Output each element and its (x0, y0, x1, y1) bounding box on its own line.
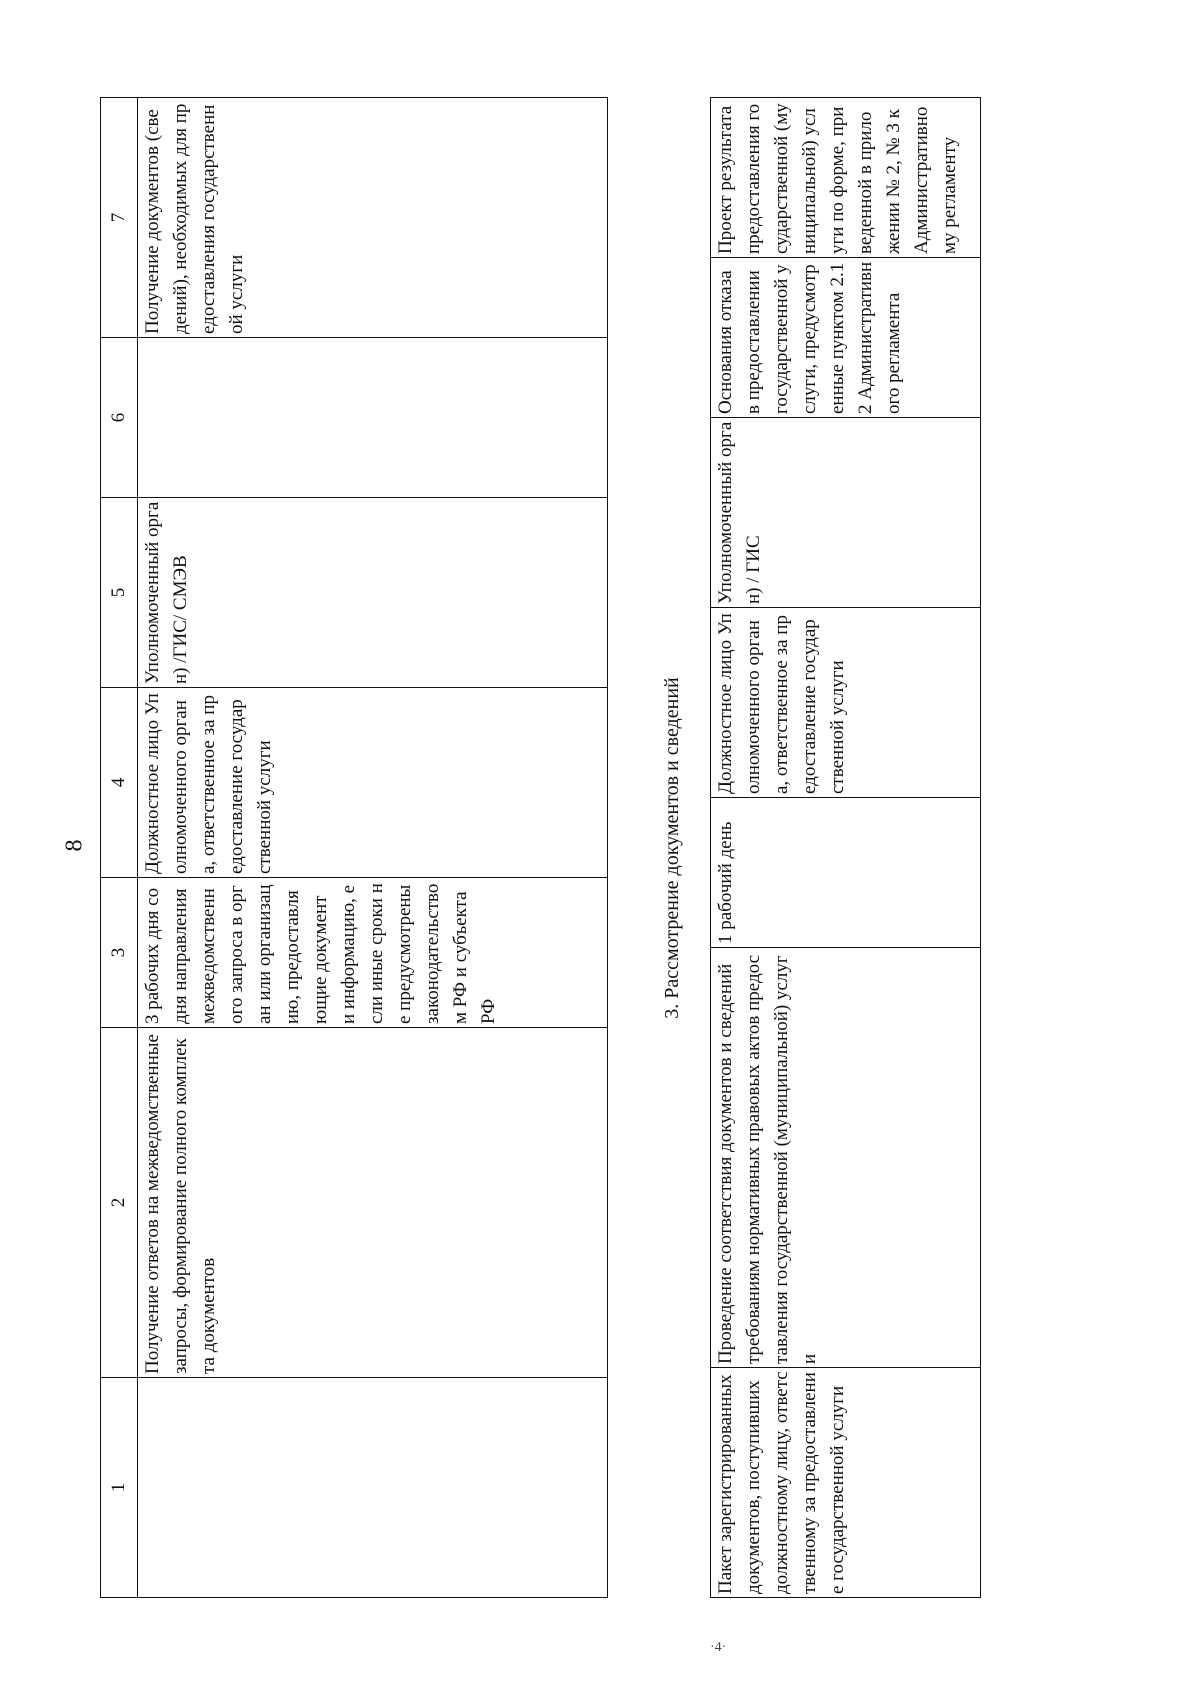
table-cell: Уполномоченный орган) / ГИС (711, 418, 981, 608)
column-header: 5 (101, 498, 138, 688)
table-row (138, 98, 608, 1598)
table-header-row (101, 98, 138, 1598)
table-cell: Уполномоченный орган) /ГИС/ СМЭВ (138, 498, 608, 688)
table-cell (138, 1378, 608, 1598)
table-cell: Должностное лицо Уполномоченного органа, ответственное за предоставление государственной услуги (711, 608, 981, 798)
column-header: 1 (101, 1378, 138, 1598)
table-cell: Проект результата предоставления государственной (муниципальной) услуги по форме, приведенной в приложении № 2, № 3 к Административному регламенту (711, 98, 981, 258)
table-cell (138, 338, 608, 498)
column-header: 4 (101, 688, 138, 878)
column-header: 6 (101, 338, 138, 498)
rotated-page (100, 98, 1100, 1598)
review-table (710, 97, 981, 1598)
table-row (711, 98, 981, 1598)
column-header: 7 (101, 98, 138, 338)
page-number: 8 (61, 839, 88, 852)
process-table (100, 97, 608, 1598)
table-cell: Основания отказа в предоставлении государственной услуги, предусмотренные пунктом 2.12 Административного регламента (711, 258, 981, 418)
column-header: 3 (101, 878, 138, 1028)
section-title: 3. Рассмотрение документов и сведений (661, 677, 683, 1019)
table-cell: 1 рабочий день (711, 798, 981, 948)
table-cell: Получение ответов на межведомственные запросы, формирование полного комплекта документов (138, 1028, 608, 1378)
column-header: 2 (101, 1028, 138, 1378)
table-cell: Получение документов (сведений), необходимых для предоставления государственной услуги (138, 98, 608, 338)
table-cell: Пакет зарегистрированных документов, поступивших должностному лицу, ответственному за предоставление государственной услуги (711, 1368, 981, 1598)
table-cell: Должностное лицо Уполномоченного органа, ответственное за предоставление государственной услуги (138, 688, 608, 878)
scan-mark: ·4· (710, 1640, 727, 1655)
table-cell: Проведение соответствия документов и сведений требованиям нормативных правовых актов предоставления государственной (муниципальной) услуги (711, 948, 981, 1368)
table-cell: 3 рабочих дня со дня направления межведомственного запроса в орган или организацию, предоставляющие документ и информацию, если иные сроки не предусмотрены законодательством РФ и субъекта РФ (138, 878, 608, 1028)
